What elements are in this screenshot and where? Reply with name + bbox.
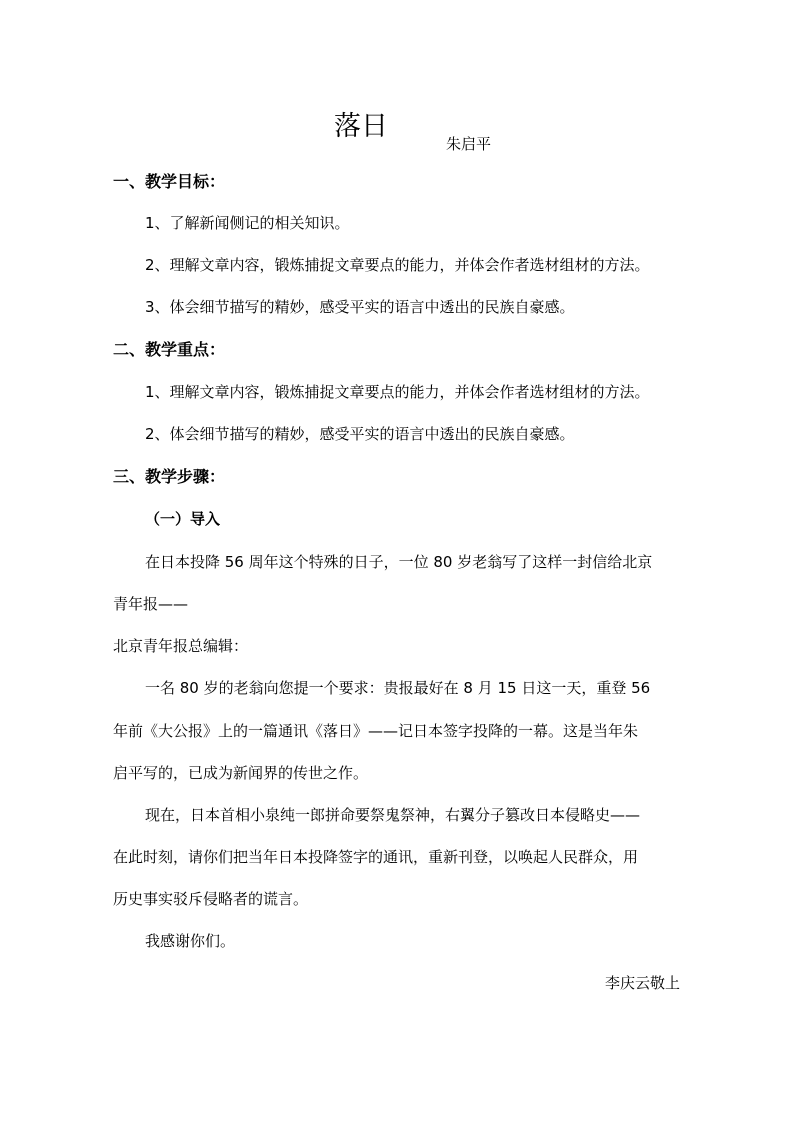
paragraph-line: 年前《大公报》上的一篇通讯《落日》——记日本签字投降的一幕。这是当年朱 [113,722,639,740]
letter-salutation: 北京青年报总编辑： [113,637,249,655]
subsection-heading-intro: （一）导入 [145,510,221,528]
paragraph-line: 历史事实驳斥侵略者的谎言。 [113,890,309,908]
paragraph-line: 青年报—— [113,595,189,613]
keypoint-item-1: 1、理解文章内容，锻炼捕捉文章要点的能力，并体会作者选材组材的方法。 [145,383,650,401]
letter-closing: 我感谢你们。 [145,932,236,950]
author-name: 朱启平 [446,135,492,153]
section-heading-objectives: 一、教学目标： [113,172,226,191]
keypoint-item-2: 2、体会细节描写的精妙，感受平实的语言中透出的民族自豪感。 [145,425,575,443]
objective-item-3: 3、体会细节描写的精妙，感受平实的语言中透出的民族自豪感。 [145,298,575,316]
section-heading-steps: 三、教学步骤： [113,467,226,486]
paragraph-line: 一名 80 岁的老翁向您提一个要求：贵报最好在 8 月 15 日这一天，重登 56 [145,679,651,697]
section-heading-keypoints: 二、教学重点： [113,340,226,359]
paragraph-line: 现在，日本首相小泉纯一郎拼命要祭鬼祭神，右翼分子篡改日本侵略史—— [145,806,641,824]
objective-item-1: 1、了解新闻侧记的相关知识。 [145,214,350,232]
paragraph-line: 启平写的，已成为新闻界的传世之作。 [113,764,369,782]
paragraph-line: 在此时刻，请你们把当年日本投降签字的通讯，重新刊登，以唤起人民群众，用 [113,848,639,866]
paragraph-line: 在日本投降 56 周年这个特殊的日子，一位 80 岁老翁写了这样一封信给北京 [145,553,653,571]
objective-item-2: 2、理解文章内容，锻炼捕捉文章要点的能力，并体会作者选材组材的方法。 [145,256,650,274]
letter-signature: 李庆云敬上 [604,974,680,992]
document-title: 落日 [334,111,388,142]
